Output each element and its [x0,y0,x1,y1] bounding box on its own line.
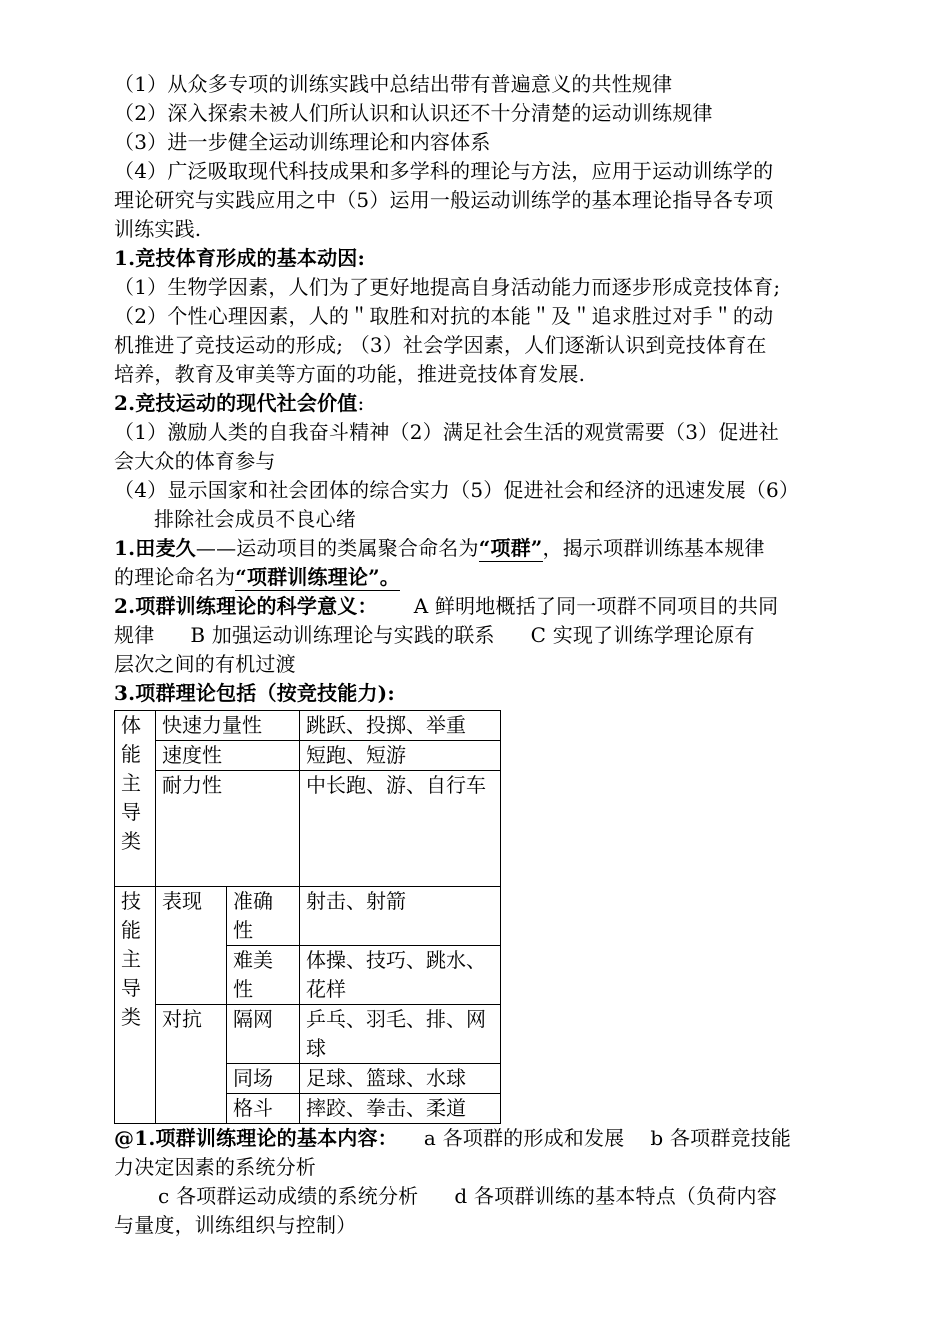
basic-content-line-3 [114,1182,846,1211]
scientific-significance-line-2 [114,621,846,650]
group-cell-skill [115,887,156,1124]
intro-item-3: （3）进一步健全运动训练理论和内容体系 [114,130,491,154]
intro-item-4-line-2: 理论研究与实践应用之中（5）运用一般运动训练学的基本理论指导各专项 [114,188,774,212]
section-heading-social-value: 2.竞技运动的现代社会价值 [114,391,358,415]
causes-line-4: 培养，教育及审美等方面的功能，推进竞技体育发展. [114,362,586,386]
scientific-significance-line-1 [114,592,846,621]
term-xiangqun-theory: “项群训练理论”。 [235,565,401,589]
term-xiangqun: “项群” [478,536,543,560]
content-d: d 各项群训练的基本特点（负荷内容 [454,1184,777,1208]
value-line-2: 会大众的体育参与 [114,449,276,473]
value-line-1: （1）激励人类的自我奋斗精神（2）满足社会生活的观赏需要（3）促进社 [114,420,779,444]
items-cell: 乒乓、羽毛、排、网球 [300,1005,501,1064]
tian-maijiu-line-2 [114,563,846,592]
document-page [114,70,846,1240]
items-cell: 跳跃、投掷、举重 [300,711,501,741]
xiangqun-table [114,710,501,1124]
table-row [115,887,501,946]
subcategory-cell: 格斗 [227,1094,300,1124]
items-cell: 足球、篮球、水球 [300,1064,501,1094]
author-name: 1.田麦久 [114,536,196,560]
category-cell: 快速力量性 [156,711,300,741]
causes-line-1: （1）生物学因素，人们为了更好地提高自身活动能力而逐步形成竞技体育; [114,275,781,299]
group-cell-physical [115,711,156,887]
table-row [115,741,501,771]
section-heading-theory-includes: 3.项群理论包括（按竞技能力): [114,681,395,705]
value-line-4: 排除社会成员不良心绪 [154,507,356,531]
table-row [115,711,501,741]
subgroup-cell-performance: 表现 [156,887,227,1005]
basic-content-line-4: 与量度，训练组织与控制） [114,1213,357,1237]
items-cell: 摔跤、拳击、柔道 [300,1094,501,1124]
content-b: b 各项群竞技能 [650,1126,792,1150]
causes-line-3: 机推进了竞技运动的形成; （3）社会学因素，人们逐渐认识到竞技体育在 [114,333,767,357]
section-heading-scientific-significance: 2.项群训练理论的科学意义： [114,594,378,618]
items-cell: 体操、技巧、跳水、花样 [300,946,501,1005]
items-cell: 短跑、短游 [300,741,501,771]
subgroup-cell-confrontation: 对抗 [156,1005,227,1124]
content-a: a 各项群的形成和发展 [423,1126,625,1150]
section-heading-basic-content: 1.项群训练理论的基本内容： [134,1126,398,1150]
content-c: c 各项群运动成绩的系统分析 [158,1184,419,1208]
heading-colon: : [357,391,365,415]
definition-text-2: ，揭示项群训练基本规律 [542,536,765,560]
significance-b: B 加强运动训练理论与实践的联系 [190,623,495,647]
subcategory-cell: 难美性 [227,946,300,1005]
subcategory-cell: 同场 [227,1064,300,1094]
table-row [115,771,501,887]
intro-item-4-line-3: 训练实践. [114,217,202,241]
definition-text-3: 的理论命名为 [114,565,236,589]
subcategory-cell: 准确性 [227,887,300,946]
tian-maijiu-line-1 [114,534,846,563]
section-heading-social-value-row [114,389,846,418]
intro-item-2: （2）深入探索未被人们所认识和认识还不十分清楚的运动训练规律 [114,101,713,125]
significance-a-cont: 规律 [114,623,155,647]
intro-item-1: （1）从众多专项的训练实践中总结出带有普遍意义的共性规律 [114,72,673,96]
table-row [115,1005,501,1064]
group-label-skill: 技能主导类 [121,889,141,1029]
group-label-physical: 体能主导类 [121,713,141,853]
category-cell: 速度性 [156,741,300,771]
items-cell: 中长跑、游、自行车 [300,771,501,887]
scientific-significance-line-3: 层次之间的有机过渡 [114,652,296,676]
category-cell: 耐力性 [156,771,300,887]
items-cell: 射击、射箭 [300,887,501,946]
causes-line-2: （2）个性心理因素，人的＂取胜和对抗的本能＂及＂追求胜过对手＂的动 [114,304,774,328]
definition-text: ——运动项目的类属聚合命名为 [195,536,479,560]
significance-c: C 实现了训练学理论原有 [530,623,755,647]
subcategory-cell: 隔网 [227,1005,300,1064]
basic-content-line-2: 力决定因素的系统分析 [114,1155,316,1179]
value-line-3: （4）显示国家和社会团体的综合实力（5）促进社会和经济的迅速发展（6） [114,478,800,502]
at-marker: @ [114,1126,135,1150]
significance-a: A 鲜明地概括了同一项群不同项目的共同 [413,594,779,618]
basic-content-line-1 [114,1124,846,1153]
intro-item-4-line-1: （4）广泛吸取现代科技成果和多学科的理论与方法，应用于运动训练学的 [114,159,774,183]
section-heading-competitive-sport-causes: 1.竞技体育形成的基本动因: [114,246,366,270]
